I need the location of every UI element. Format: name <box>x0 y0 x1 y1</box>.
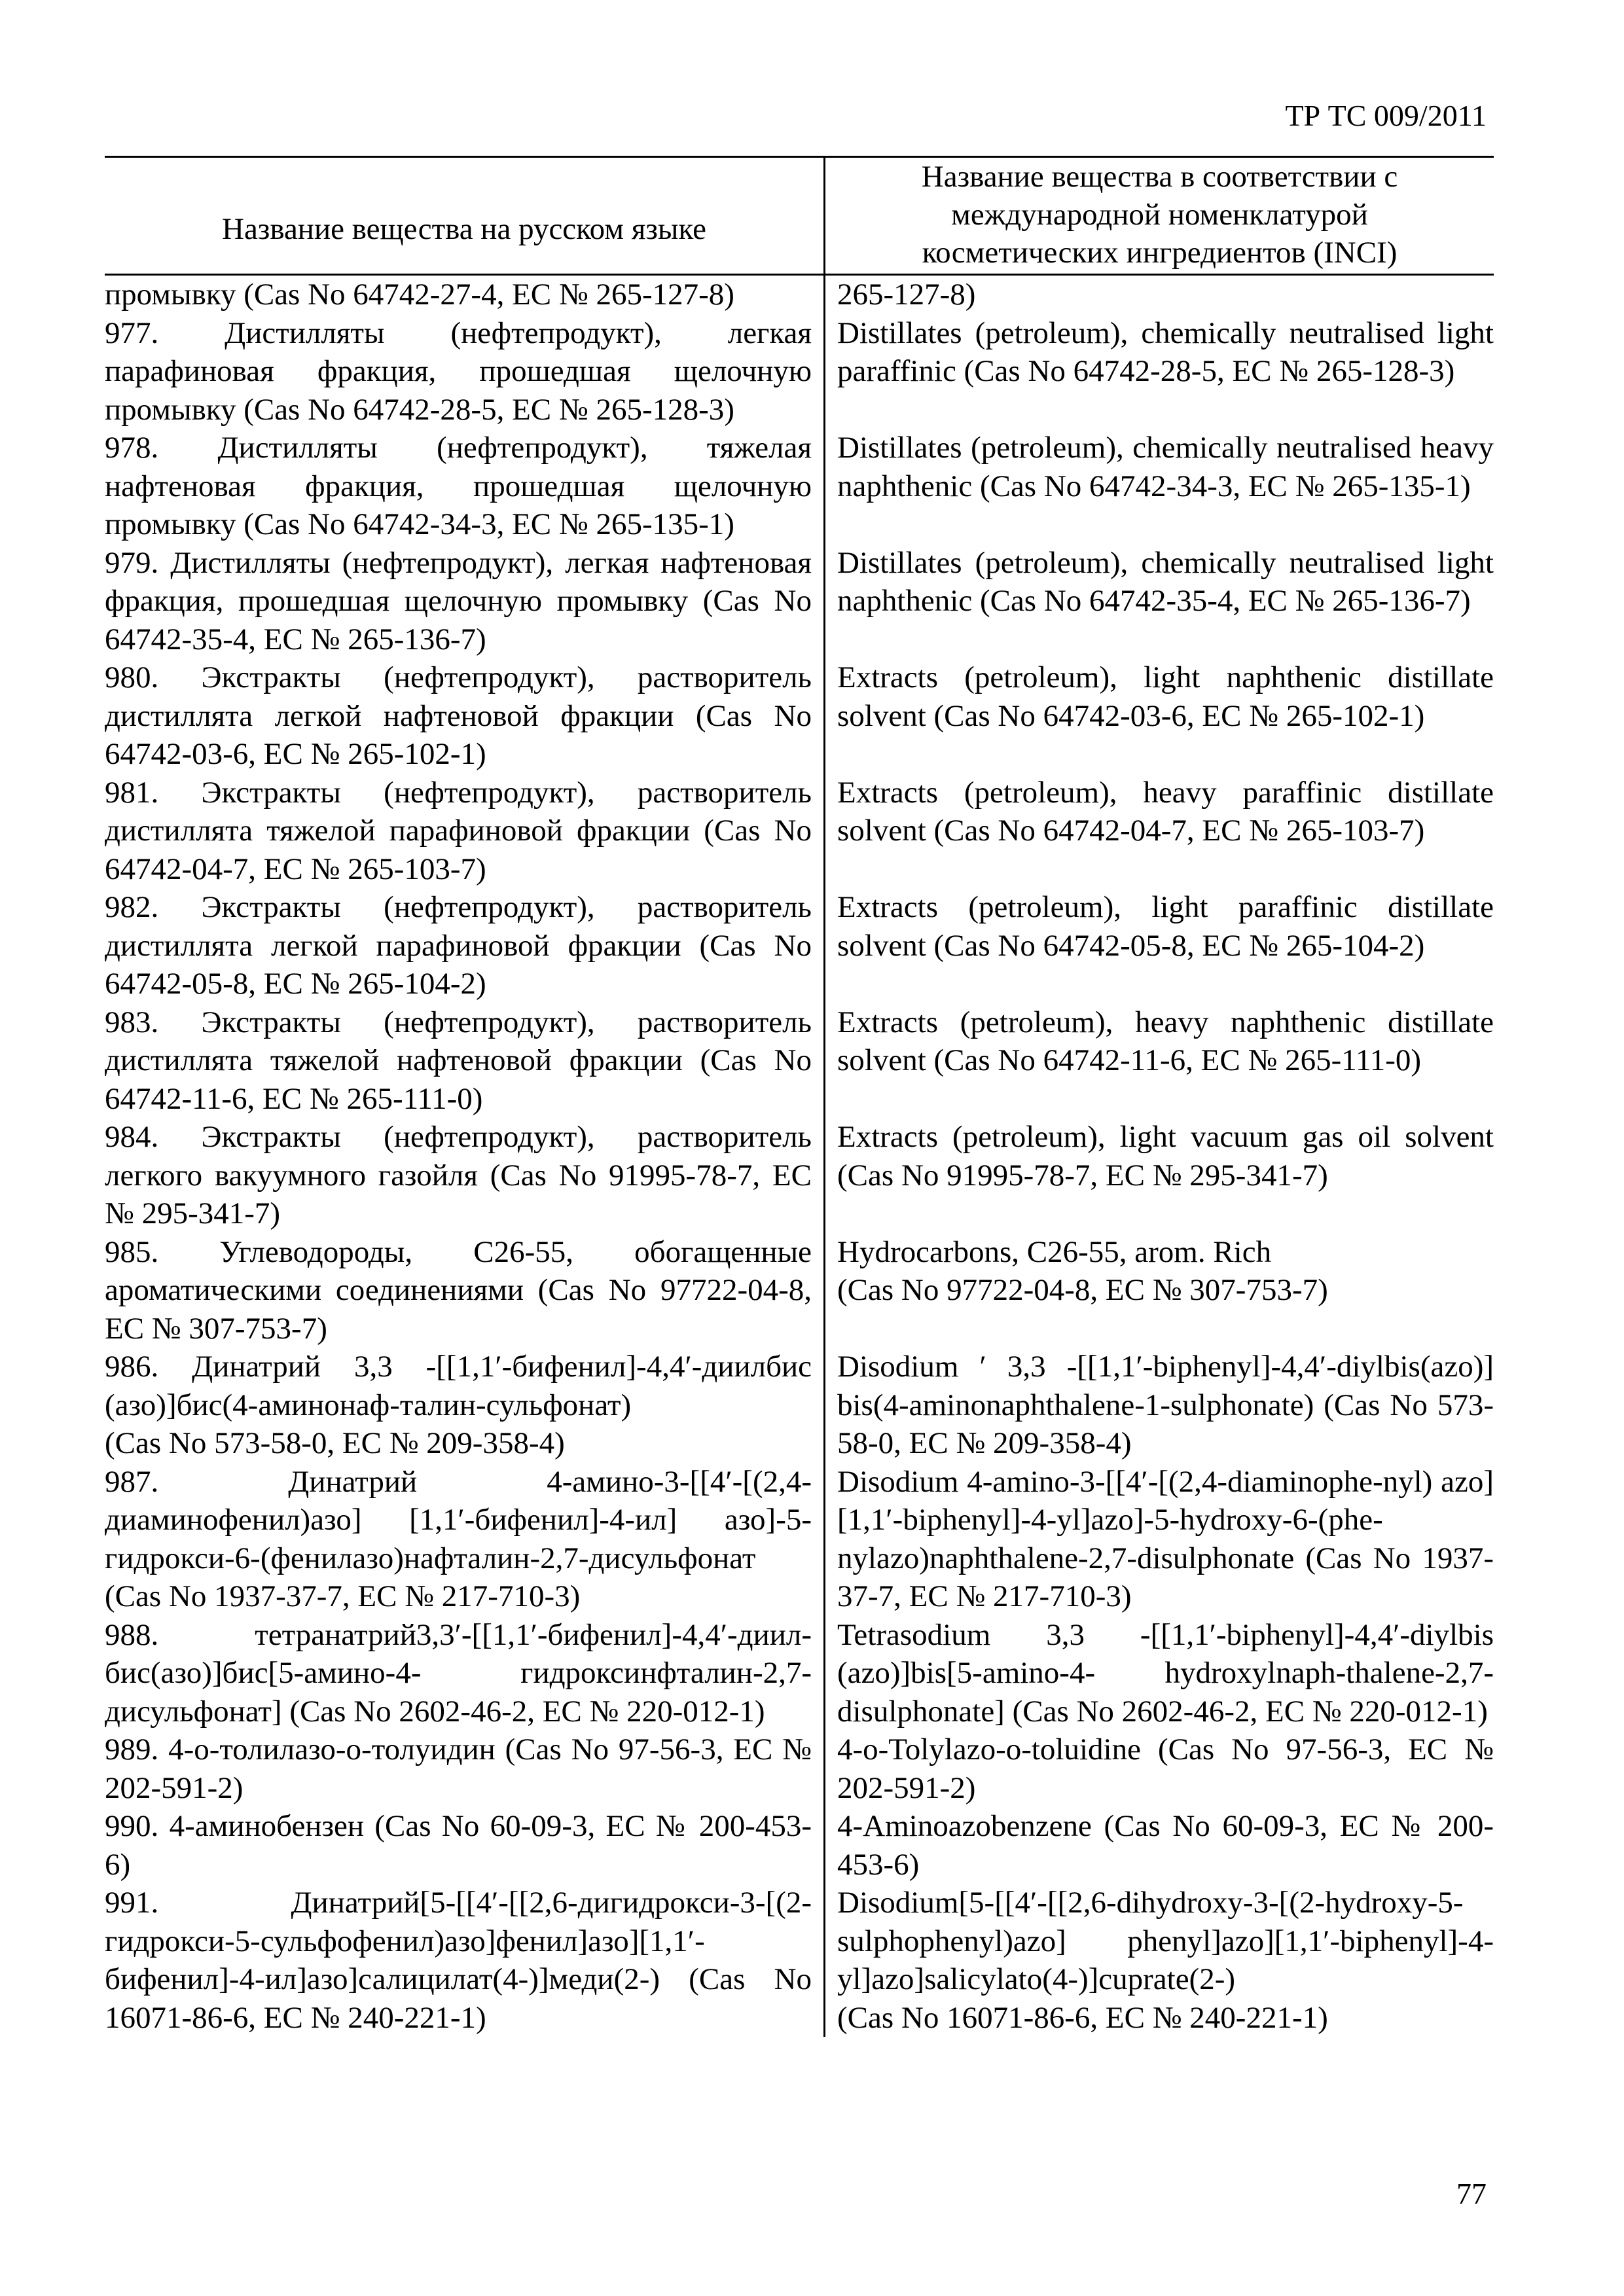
cell-russian-name: 987. Динатрий 4-амино-3-[[4′-[(2,4-диаминофенил)азо] [1,1′-бифенил]-4-ил] азо]-5-гидрокси-6-(фенилазо)нафталин-2,7-дисульфонат (Cas No 1937-37-7, ЕС № 217-710-3) <box>105 1463 825 1616</box>
table-row <box>105 774 1494 889</box>
cell-russian-name: промывку (Cas No 64742-27-4, ЕС № 265-127-8) <box>105 276 825 314</box>
cell-inci-name: 4-o-Tolylazo-o-toluidine (Cas No 97-56-3, EC № 202-591-2) <box>837 1732 1494 1805</box>
substances-table <box>105 156 1494 2037</box>
cell-russian-name: 984. Экстракты (нефтепродукт), растворитель легкого вакуумного газойля (Cas No 91995-78-7, ЕС № 295-341-7) <box>105 1118 825 1233</box>
cell-inci-name: Extracts (petroleum), heavy naphthenic distillate solvent (Cas No 64742-11-6, EC № 265-111-0) <box>837 1005 1494 1077</box>
header-inci-name: Название вещества в соответствии с международной номенклатурой косметических ингредиентов (INCI) <box>921 160 1398 270</box>
cell-russian-name: 980. Экстракты (нефтепродукт), растворитель дистиллята легкой нафтеновой фракции (Cas No 64742-03-6, ЕС № 265-102-1) <box>105 658 825 774</box>
cell-inci-name: 265-127-8) <box>837 278 976 312</box>
cell-inci-name: Disodium ′ 3,3 -[[1,1′-biphenyl]-4,4′-diylbis(azo)] bis(4-aminonaphthalene-1-sulphonate) (Cas No 573-58-0, EC № 209-358-4) <box>837 1350 1494 1460</box>
cell-russian-name: 985. Углеводороды, C26-55, обогащенные ароматическими соединениями (Cas No 97722-04-8, ЕС № 307-753-7) <box>105 1233 825 1348</box>
cell-russian-name: 991. Динатрий[5-[[4′-[[2,6-дигидрокси-3-[(2-гидрокси-5-сульфофенил)азо]фенил]азо][1,1′-бифенил]-4-ил]азо]салицилат(4-)]меди(2-) (Cas No 16071-86-6, ЕС № 240-221-1) <box>105 1884 825 2037</box>
table-row <box>105 314 1494 429</box>
cell-inci-name: Tetrasodium 3,3 -[[1,1′-biphenyl]-4,4′-diylbis (azo)]bis[5-amino-4- hydroxylnaph-thalene-2,7-disulphonate] (Cas No 2602-46-2, EC № 220-012-1) <box>837 1617 1494 1729</box>
table-row <box>105 888 1494 1003</box>
cell-inci-name: Extracts (petroleum), heavy paraffinic distillate solvent (Cas No 64742-04-7, EC № 265-103-7) <box>837 775 1494 848</box>
table-row <box>105 658 1494 774</box>
table-row <box>105 1807 1494 1884</box>
table-row <box>105 429 1494 544</box>
table-row <box>105 276 1494 314</box>
table-row <box>105 1003 1494 1119</box>
cell-inci-name: Hydrocarbons, C26-55, arom. Rich (Cas No 97722-04-8, EC № 307-753-7) <box>837 1234 1328 1307</box>
table-row <box>105 1463 1494 1616</box>
cell-russian-name: 977. Дистилляты (нефтепродукт), легкая парафиновая фракция, прошедшая щелочную промывку (Cas No 64742-28-5, ЕС № 265-128-3) <box>105 314 825 429</box>
table-row <box>105 1616 1494 1731</box>
table-header <box>105 156 1494 276</box>
cell-inci-name: Extracts (petroleum), light paraffinic distillate solvent (Cas No 64742-05-8, EC № 265-104-2) <box>837 890 1494 963</box>
cell-inci-name: Disodium[5-[[4′-[[2,6-dihydroxy-3-[(2-hydroxy-5-sulphophenyl)azo] phenyl]azo][1,1′-biphenyl]-4-yl]azo]salicylato(4-)]cuprate(2-) (Cas No 16071-86-6, EC № 240-221-1) <box>837 1886 1494 2035</box>
cell-inci-name: 4-Aminoazobenzene (Cas No 60-09-3, EC № 200-453-6) <box>837 1809 1494 1882</box>
table-row <box>105 1233 1494 1348</box>
cell-inci-name: Extracts (petroleum), light naphthenic distillate solvent (Cas No 64742-03-6, EC № 265-102-1) <box>837 660 1494 733</box>
cell-russian-name: 981. Экстракты (нефтепродукт), растворитель дистиллята тяжелой парафиновой фракции (Cas No 64742-04-7, ЕС № 265-103-7) <box>105 774 825 889</box>
table-row <box>105 1118 1494 1233</box>
table-row <box>105 1731 1494 1807</box>
cell-russian-name: 978. Дистилляты (нефтепродукт), тяжелая нафтеновая фракция, прошедшая щелочную промывку (Cas No 64742-34-3, ЕС № 265-135-1) <box>105 429 825 544</box>
cell-inci-name: Distillates (petroleum), chemically neutralised light naphthenic (Cas No 64742-35-4, EC № 265-136-7) <box>837 545 1494 618</box>
cell-inci-name: Disodium 4-amino-3-[[4′-[(2,4-diaminophe-nyl) azo][1,1′-biphenyl]-4-yl]azo]-5-hydroxy-6-(phe-nylazo)naphthalene-2,7-disulphonate (Cas No 1937-37-7, EC № 217-710-3) <box>837 1464 1494 1613</box>
document-code: ТР ТС 009/2011 <box>1285 99 1487 132</box>
cell-russian-name: 988. тетранатрий3,3′-[[1,1′-бифенил]-4,4′-диил-бис(азо)]бис[5-амино-4- гидроксинфталин-2,7-дисульфонат] (Cas No 2602-46-2, ЕС № 220-012-1) <box>105 1616 825 1731</box>
table-row <box>105 1348 1494 1463</box>
cell-russian-name: 990. 4-аминобензен (Cas No 60-09-3, ЕС № 200-453-6) <box>105 1807 825 1884</box>
page-number: 77 <box>1456 2177 1487 2210</box>
cell-russian-name: 983. Экстракты (нефтепродукт), растворитель дистиллята тяжелой нафтеновой фракции (Cas No 64742-11-6, ЕС № 265-111-0) <box>105 1003 825 1119</box>
cell-inci-name: Distillates (petroleum), chemically neutralised light paraffinic (Cas No 64742-28-5, EC № 265-128-3) <box>837 315 1494 388</box>
cell-russian-name: 986. Динатрий 3,3 -[[1,1′-бифенил]-4,4′-диилбис (азо)]бис(4-аминонаф-талин-сульфонат) (Cas No 573-58-0, ЕС № 209-358-4) <box>105 1348 825 1463</box>
cell-russian-name: 982. Экстракты (нефтепродукт), растворитель дистиллята легкой парафиновой фракции (Cas No 64742-05-8, ЕС № 265-104-2) <box>105 888 825 1003</box>
table-body <box>105 276 1494 2037</box>
cell-inci-name: Distillates (petroleum), chemically neutralised heavy naphthenic (Cas No 64742-34-3, EC № 265-135-1) <box>837 431 1494 503</box>
cell-russian-name: 989. 4-о-толилазо-о-толуидин (Cas No 97-56-3, ЕС № 202-591-2) <box>105 1731 825 1807</box>
cell-russian-name: 979. Дистилляты (нефтепродукт), легкая нафтеновая фракция, прошедшая щелочную промывку (Cas No 64742-35-4, ЕС № 265-136-7) <box>105 544 825 659</box>
header-russian-name: Название вещества на русском языке <box>105 158 825 274</box>
table-row <box>105 544 1494 659</box>
cell-inci-name: Extracts (petroleum), light vacuum gas oil solvent (Cas No 91995-78-7, EC № 295-341-7) <box>837 1120 1494 1193</box>
table-row <box>105 1884 1494 2037</box>
